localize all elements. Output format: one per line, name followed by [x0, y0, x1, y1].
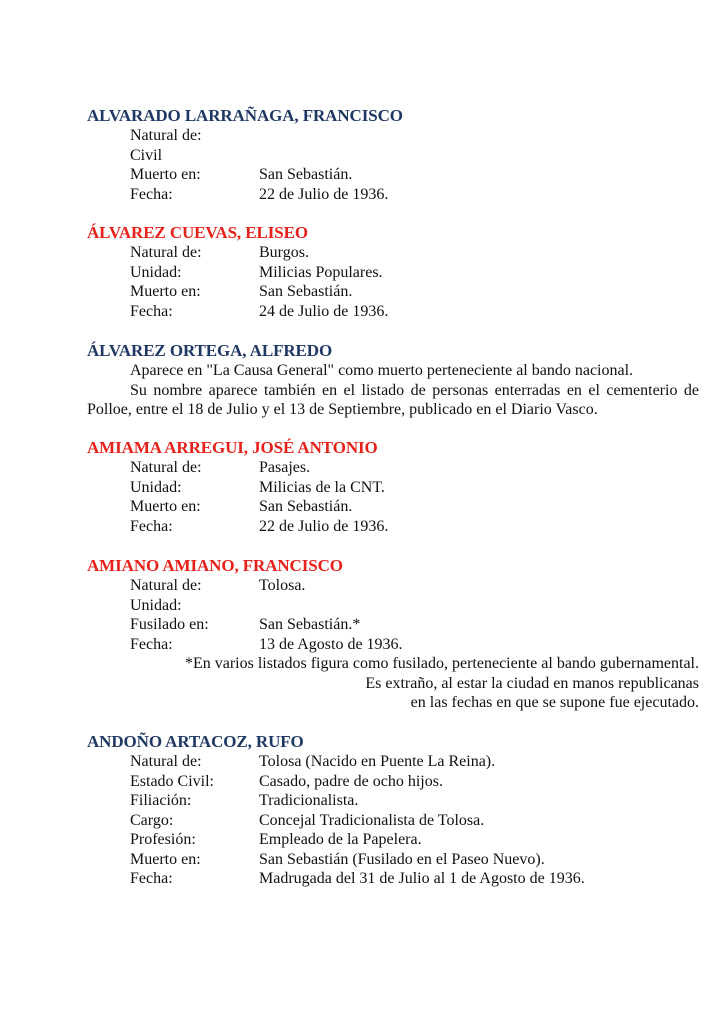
field-row	[87, 811, 699, 831]
field-value: Madrugada del 31 de Julio al 1 de Agosto de 1936.	[259, 870, 585, 887]
field-row	[87, 126, 699, 146]
entry-name: ÁLVAREZ ORTEGA, ALFREDO	[87, 341, 333, 360]
entry-andono-artacoz	[87, 732, 699, 889]
field-row	[87, 830, 699, 850]
field-label: Estado Civil:	[130, 772, 214, 790]
entry-amiano-amiano	[87, 556, 699, 713]
field-row	[87, 497, 699, 517]
footnote-line: *En varios listados figura como fusilado, perteneciente al bando gubernamental.	[184, 655, 699, 672]
paragraph	[87, 381, 699, 420]
field-value: Milicias Populares.	[259, 263, 383, 281]
field-value: Burgos.	[259, 244, 309, 261]
entry-amiama-arregui	[87, 438, 699, 536]
field-value: San Sebastián.	[259, 166, 353, 183]
entry-alvarez-ortega	[87, 341, 699, 420]
footnote-line: en las fechas en que se supone fue ejecutado.	[410, 694, 699, 711]
field-label: Muerto en:	[130, 166, 201, 183]
field-value: San Sebastián.	[259, 498, 353, 515]
entry-name: AMIAMA ARREGUI, JOSÉ ANTONIO	[87, 438, 378, 457]
field-value: 22 de Julio de 1936.	[259, 185, 389, 203]
field-value: Casado, padre de ocho hijos.	[259, 772, 443, 790]
field-value: 13 de Agosto de 1936.	[259, 635, 403, 653]
field-value: Tolosa (Nacido en Puente La Reina).	[259, 753, 496, 770]
entry-name: ANDOÑO ARTACOZ, RUFO	[87, 732, 304, 751]
field-label: Unidad:	[130, 263, 182, 281]
field-label: Fecha:	[130, 517, 173, 535]
field-row	[87, 576, 699, 596]
entry-alvarez-cuevas	[87, 223, 699, 321]
field-label: Fecha:	[130, 185, 173, 203]
field-value: Tradicionalista.	[259, 792, 359, 809]
field-row	[87, 869, 699, 889]
field-row	[87, 282, 699, 302]
field-value: San Sebastián (Fusilado en el Paseo Nuevo).	[259, 850, 545, 868]
field-row	[87, 517, 699, 537]
field-label: Natural de:	[130, 577, 202, 594]
field-value: San Sebastián.	[259, 283, 353, 300]
field-value: Empleado de la Papelera.	[259, 831, 422, 848]
entry-name: ALVARADO LARRAÑAGA, FRANCISCO	[87, 106, 403, 125]
field-value: San Sebastián.*	[259, 616, 361, 633]
field-label: Cargo:	[130, 811, 174, 829]
field-row	[87, 243, 699, 263]
field-value: Milicias de la CNT.	[259, 478, 385, 496]
field-label: Fecha:	[130, 302, 173, 320]
field-value: Tolosa.	[259, 577, 306, 594]
footnote-line: Es extraño, al estar la ciudad en manos republicanas	[365, 674, 699, 692]
field-label: Unidad:	[130, 478, 182, 496]
field-row	[87, 302, 699, 322]
field-label: Profesión:	[130, 831, 196, 848]
entry-name: ÁLVAREZ CUEVAS, ELISEO	[87, 223, 308, 242]
field-label: Unidad:	[130, 596, 182, 614]
field-row	[87, 478, 699, 498]
field-label: Fecha:	[130, 635, 173, 653]
field-label: Muerto en:	[130, 850, 201, 868]
paragraph-text: Aparece en "La Causa General" como muerto perteneciente al bando nacional.	[130, 362, 634, 379]
field-value: Pasajes.	[259, 459, 311, 476]
field-row	[87, 596, 699, 616]
field-row	[87, 165, 699, 185]
field-row	[87, 146, 699, 166]
paragraph	[87, 361, 699, 381]
field-row	[87, 458, 699, 478]
field-row	[87, 185, 699, 205]
field-label: Natural de:	[130, 753, 202, 770]
field-row	[87, 752, 699, 772]
field-row	[87, 791, 699, 811]
field-label: Natural de:	[130, 244, 202, 261]
field-label: Filiación:	[130, 792, 192, 809]
field-value: 22 de Julio de 1936.	[259, 517, 389, 535]
field-label: Civil	[130, 146, 163, 164]
field-label: Natural de:	[130, 127, 202, 144]
field-label: Muerto en:	[130, 283, 201, 300]
field-value: 24 de Julio de 1936.	[259, 302, 389, 320]
paragraph-text: Su nombre aparece también en el listado de personas enterradas en el cementerio de Polloe, entre el 18 de Julio y el 13 de Septiembre, publicado en el Diario Vasco.	[87, 381, 699, 418]
field-row	[87, 635, 699, 655]
entry-name: AMIANO AMIANO, FRANCISCO	[87, 556, 343, 575]
field-row	[87, 850, 699, 870]
field-label: Natural de:	[130, 459, 202, 476]
entry-alvarado-larranaga	[87, 106, 699, 204]
field-label: Fecha:	[130, 870, 173, 887]
field-row	[87, 772, 699, 792]
field-row	[87, 615, 699, 635]
field-label: Fusilado en:	[130, 616, 209, 633]
field-row	[87, 263, 699, 283]
field-value: Concejal Tradicionalista de Tolosa.	[259, 811, 485, 829]
field-label: Muerto en:	[130, 498, 201, 515]
